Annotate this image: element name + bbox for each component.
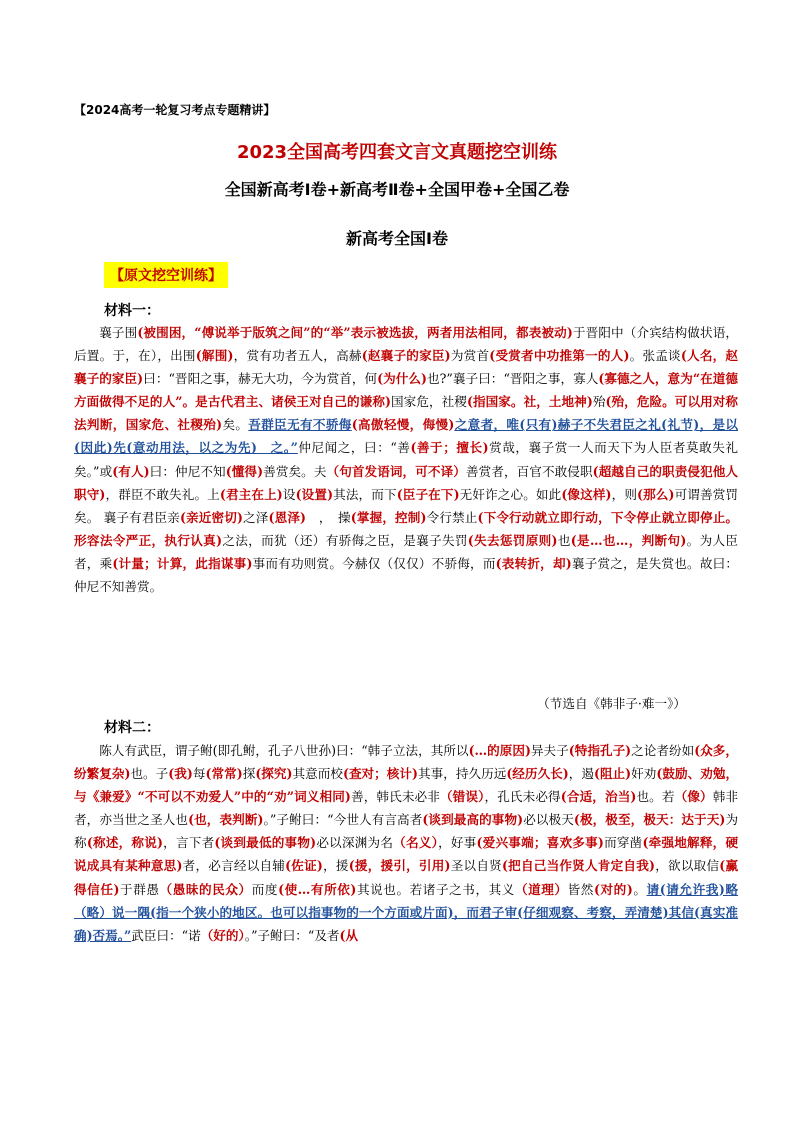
annotation: (高傲轻慢，侮慢)	[351, 417, 455, 433]
text-run: 之泽	[242, 509, 269, 525]
text-run: 曰：仲尼不知	[149, 463, 226, 479]
annotation: (…的原因)	[468, 743, 531, 758]
annotation: （名义）	[393, 835, 439, 851]
text-run: 探	[242, 766, 256, 782]
text-run: ，遏	[568, 766, 594, 782]
annotation: （愚昧的民众）	[159, 881, 252, 897]
annotation: (寡德之人，意为“在道德方面做得不足的人”。是古代君主、诸侯王对自己的谦称)	[74, 371, 738, 410]
annotation: (懂得)	[225, 463, 264, 479]
text-run: 。为人臣者，乘	[74, 532, 739, 571]
text-run: 国家危，社稷	[390, 394, 467, 410]
text-run: 矣。	[222, 417, 249, 433]
text-run: ， 操	[306, 509, 351, 525]
annotation: (极，极至，极天：达于天)	[573, 812, 726, 828]
material-one-text	[74, 321, 738, 598]
text-run: 为赏首	[450, 348, 490, 364]
text-run: 事而有功则赏。今赫仅（仅仅）不骄侮，而	[252, 555, 496, 571]
text-run: 于群愚	[119, 881, 160, 897]
annotation: (恩泽)	[268, 509, 307, 525]
annotation: (特指孔子)	[568, 743, 632, 758]
annotation: (援，援引，引用)	[348, 858, 451, 874]
text-run: 而穿凿	[603, 835, 643, 851]
annotation: (鼓励、劝勉，与《兼爱》“不可以不劝爱人”中的“劝”词义相同)	[74, 766, 739, 805]
annotation: (佐证)	[285, 858, 323, 874]
document-subtitle: 全国新高考Ⅰ卷+新高考Ⅱ卷+全国甲卷+全国乙卷	[224, 180, 570, 199]
annotation: (超越自己的职责侵犯他人职守)	[74, 463, 739, 502]
key-sentence: 请(请允许我)略（略）说一隅(指一个狭小的地区。也可以指事物的一个方面或片面)，而君子审(仔细观察、考察，弄清楚)其信(真实准确)否焉。”	[74, 881, 739, 943]
text-run: ，群臣不敢失礼。上	[105, 486, 220, 502]
material-one-heading: 材料一：	[104, 303, 160, 319]
annotation: (亲近密切)	[179, 509, 243, 525]
text-run: ，则	[611, 486, 638, 502]
annotation: (受赏者中功推第一的人)	[489, 348, 630, 364]
material-two-text	[74, 739, 738, 947]
text-run: 武臣曰：“诺	[131, 927, 201, 943]
text-run: 可谓善赏罚矣。 襄子有君臣亲	[74, 486, 739, 525]
text-run: ，欲以取信	[655, 858, 720, 874]
text-run: 善赏矣。夫	[263, 463, 327, 479]
text-run: 令行禁止	[426, 509, 478, 525]
annotation: (称述，称说)	[86, 835, 163, 851]
text-run: 。”子鲋曰：“及者	[244, 927, 340, 943]
text-run: 殆	[592, 394, 606, 410]
annotation: (像这样)	[561, 486, 612, 502]
annotation: (牵强地解释，硬说成具有某种意思)	[74, 835, 739, 874]
text-run: 也。若	[636, 789, 675, 805]
text-run: 异夫子	[530, 743, 569, 758]
series-tag: 【2024高考一轮复习考点专题精讲】	[74, 103, 276, 117]
text-run: 为称	[74, 812, 739, 851]
text-run: 也	[557, 532, 571, 548]
document-title: 2023全国高考四套文言文真题挖空训练	[236, 142, 558, 163]
annotation: (善于；擅长)	[410, 440, 489, 456]
text-run: 。”子鲋曰：“今世人有言高者	[263, 812, 423, 828]
text-run: 于晋阳中（介宾结构做状语，后置。于，在），出围	[74, 325, 739, 364]
annotation: (君主在上)	[219, 486, 283, 502]
annotation: (殆，危险。可以用对称法判断，国家危、社稷殆)	[74, 394, 739, 433]
key-sentence: 吾群臣无有不骄侮	[248, 417, 352, 433]
text-run: 设	[282, 486, 296, 502]
text-run: 。	[632, 881, 647, 897]
text-run: 韩非者，亦当世之圣人也	[74, 789, 739, 828]
annotation: (那么)	[637, 486, 675, 502]
text-run: 其法，而下	[333, 486, 397, 502]
annotation: （像）	[674, 789, 713, 805]
text-run: 皆然	[567, 881, 594, 897]
key-sentence: 之意者，唯(只有)赫子不失君臣之礼(礼节)，是以(因此)先(意动用法，以之为先) 之。”	[74, 417, 739, 456]
annotation: (爱兴事端；喜欢多事)	[476, 835, 604, 851]
annotation: （句首发语词，可不译）	[326, 463, 466, 479]
annotation: （好的）	[200, 927, 245, 943]
exercise-badge: 【原文挖空训练】	[104, 262, 228, 288]
material-two-heading: 材料二：	[104, 720, 160, 736]
text-run: 每	[192, 766, 206, 782]
text-run: 曰：“晋阳之事，赫无大功，今为赏首，何	[143, 371, 378, 387]
annotation: (下令行动就立即行动，下令停止就立即停止。形容法令严正，执行认真)	[74, 509, 739, 548]
text-run: 也?”襄子曰：“晋阳之事，寡人	[426, 371, 599, 387]
annotation: (查对；核计)	[342, 766, 418, 782]
text-run: 之论者纷如	[631, 743, 695, 758]
annotation: (掌握，控制)	[350, 509, 427, 525]
text-run: ，好事	[438, 835, 477, 851]
text-run: 圣以自贤	[450, 858, 502, 874]
text-run: 而度	[251, 881, 279, 897]
annotation: (指国家。社，土地神)	[466, 394, 593, 410]
annotation: (人名，赵襄子的家臣)	[74, 348, 739, 387]
text-run: 者，必言经以自辅	[182, 858, 286, 874]
material-one-source: （节选自《韩非子·难一》）	[537, 696, 686, 711]
text-run: 无奸诈之心。如此	[459, 486, 562, 502]
text-run: 其意而校	[292, 766, 343, 782]
text-run: 善，韩氏未必非	[350, 789, 440, 805]
annotation: (设置)	[295, 486, 334, 502]
annotation: (对的)	[593, 881, 633, 897]
annotation: (从	[339, 927, 359, 943]
text-run: 其事，持久历远	[417, 766, 507, 782]
text-run: ，言下者	[162, 835, 215, 851]
section-title: 新高考全国Ⅰ卷	[346, 229, 448, 248]
text-run: 陈人有武臣，谓子鲋(即孔鲋，孔子八世孙)曰：“韩子立法，其所以	[99, 743, 469, 758]
annotation: （错误）	[439, 789, 485, 805]
text-run: 赏哉，襄子赏一人而天下为人臣者莫敢失礼矣。”或	[74, 440, 739, 479]
annotation: (使…有所依)	[278, 881, 357, 897]
annotation: (为什么)	[377, 371, 427, 387]
annotation: (合适，治当)	[560, 789, 637, 805]
text-run: 之法，而犹（还）有骄侮之臣，是襄子失罚	[222, 532, 468, 548]
annotation: (探究)	[255, 766, 293, 782]
annotation: (经历久长)	[506, 766, 569, 782]
annotation: (表转折，却)	[495, 555, 572, 571]
annotation: （道理）	[514, 881, 568, 897]
text-run: 仲尼闻之，曰：“善	[297, 440, 411, 456]
annotation: (臣子在下)	[396, 486, 460, 502]
text-run: ，赏有功者五人，高赫	[233, 348, 362, 364]
text-run: ，援	[322, 858, 349, 874]
text-run: 襄子赏之，是失赏也。故曰：仲尼不知善赏。	[74, 555, 739, 595]
annotation: (也，表判断)	[188, 812, 264, 828]
text-run: 也。子	[130, 766, 169, 782]
annotation: (解围)	[195, 348, 234, 364]
annotation: (阻止)	[593, 766, 632, 782]
annotation: (众多，纷繁复杂)	[74, 743, 738, 782]
annotation: (失去惩罚原则)	[467, 532, 558, 548]
annotation: (是…也…，判断句)	[570, 532, 687, 548]
annotation: (有人)	[112, 463, 150, 479]
annotation: (常常)	[205, 766, 243, 782]
text-run: ，孔氏未必得	[484, 789, 561, 805]
text-run: 。张孟谈	[629, 348, 681, 364]
annotation: (赵襄子的家臣)	[361, 348, 451, 364]
text-run: 奸劝	[631, 766, 657, 782]
annotation: (计量；计算，此指谋事)	[112, 555, 253, 571]
annotation: (我)	[168, 766, 193, 782]
annotation: (谈到最低的事物)	[214, 835, 317, 851]
text-run: 善赏者，百官不敢侵职	[465, 463, 593, 479]
annotation: (把自己当作贤人肯定自我)	[501, 858, 655, 874]
annotation: (谈到最高的事物)	[422, 812, 524, 828]
annotation: (赢得信任)	[74, 858, 739, 897]
text-run: 其说也。若诸子之书，其义	[356, 881, 515, 897]
text-run: 必以极天	[523, 812, 574, 828]
annotation: (被围困，“傅说举于版筑之间”的“举”表示被选拔，两者用法相同，都表被动)	[137, 325, 573, 340]
text-run: 襄子围	[99, 325, 138, 340]
text-run: 必以深渊为名	[316, 835, 394, 851]
